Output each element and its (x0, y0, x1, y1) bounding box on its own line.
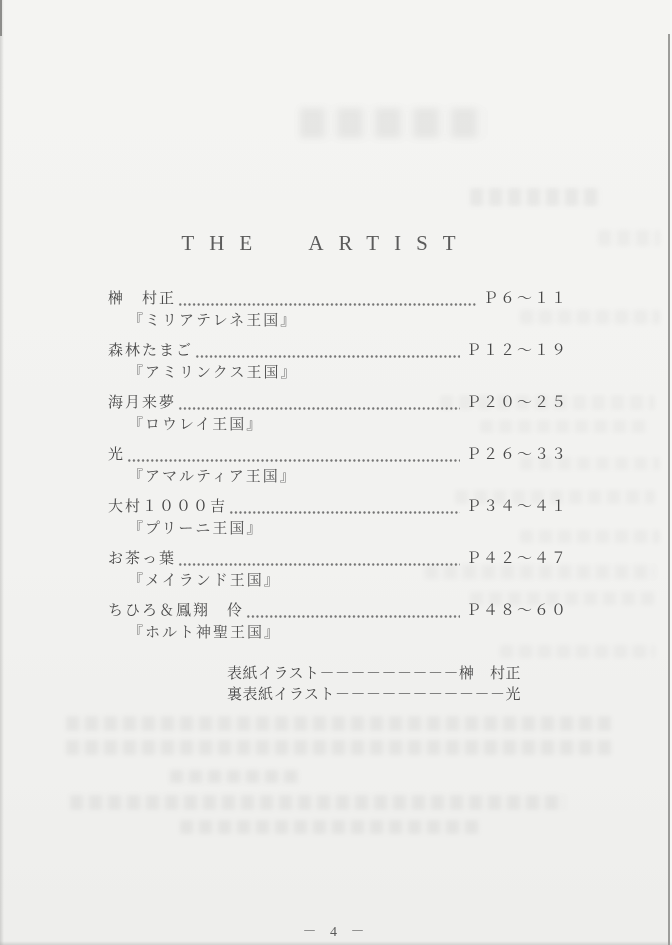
artist-name: 榊 村正 (108, 291, 177, 307)
page-number: － 4 － (302, 925, 370, 940)
leader-dots (229, 497, 460, 518)
work-title: 『ホルト神聖王国』 (128, 625, 282, 641)
leader-dots (127, 445, 460, 466)
page-range: Ｐ１２～１９ (465, 343, 568, 359)
leader-dots (246, 601, 460, 622)
page-range: Ｐ４８～６０ (465, 603, 568, 619)
work-title: 『プリーニ王国』 (128, 521, 264, 537)
page-range: Ｐ６～１１ (482, 291, 568, 307)
page-edge-left (0, 0, 4, 945)
toc-entry (108, 445, 568, 488)
credits (227, 664, 521, 706)
page-range: Ｐ２６～３３ (465, 447, 568, 463)
artist-name: お茶っ葉 (108, 551, 177, 567)
toc-entry (108, 341, 568, 384)
toc-entry (108, 289, 568, 332)
page-edge-right (668, 34, 670, 945)
credit-line-back-cover: 裏表紙イラスト－－－－－－－－－－－光 (227, 687, 522, 703)
page-range: Ｐ４２～４７ (465, 551, 568, 567)
work-title: 『ロウレイ王国』 (128, 417, 264, 433)
toc-entry (108, 549, 568, 592)
page-edge-bottom (0, 941, 672, 945)
page-range: Ｐ３４～４１ (465, 499, 568, 515)
page-range: Ｐ２０～２５ (465, 395, 568, 411)
artist-name: 海月来夢 (108, 395, 177, 411)
artist-name: ちひろ＆鳳翔 伶 (108, 603, 245, 619)
toc-entry (108, 497, 568, 540)
bleed-through-smudge (470, 188, 602, 206)
leader-dots (178, 289, 477, 310)
toc-entry (108, 393, 568, 436)
artist-name: 大村１０００吉 (108, 499, 228, 515)
bleed-through-smudge (170, 770, 300, 783)
bleed-through-smudge (300, 108, 485, 138)
bleed-through-smudge (70, 795, 565, 810)
work-title: 『ミリアテレネ王国』 (128, 313, 298, 329)
work-title: 『アマルティア王国』 (128, 469, 297, 485)
bleed-through-smudge (180, 820, 480, 834)
artist-toc (108, 289, 568, 653)
artist-name: 光 (108, 447, 126, 463)
work-title: 『メイランド王国』 (128, 573, 281, 589)
leader-dots (195, 341, 460, 362)
bleed-through-smudge (66, 740, 611, 755)
leader-dots (178, 393, 460, 414)
leader-dots (178, 549, 460, 570)
toc-entry (108, 601, 568, 644)
work-title: 『アミリンクス王国』 (128, 365, 298, 381)
bleed-through-smudge (66, 716, 611, 731)
page-title: THE ARTIST (181, 231, 471, 255)
page-edge-mark (0, 0, 2, 36)
artist-name: 森林たまご (108, 343, 194, 359)
credit-line-front-cover: 表紙イラスト－－－－－－－－－榊 村正 (227, 666, 522, 682)
